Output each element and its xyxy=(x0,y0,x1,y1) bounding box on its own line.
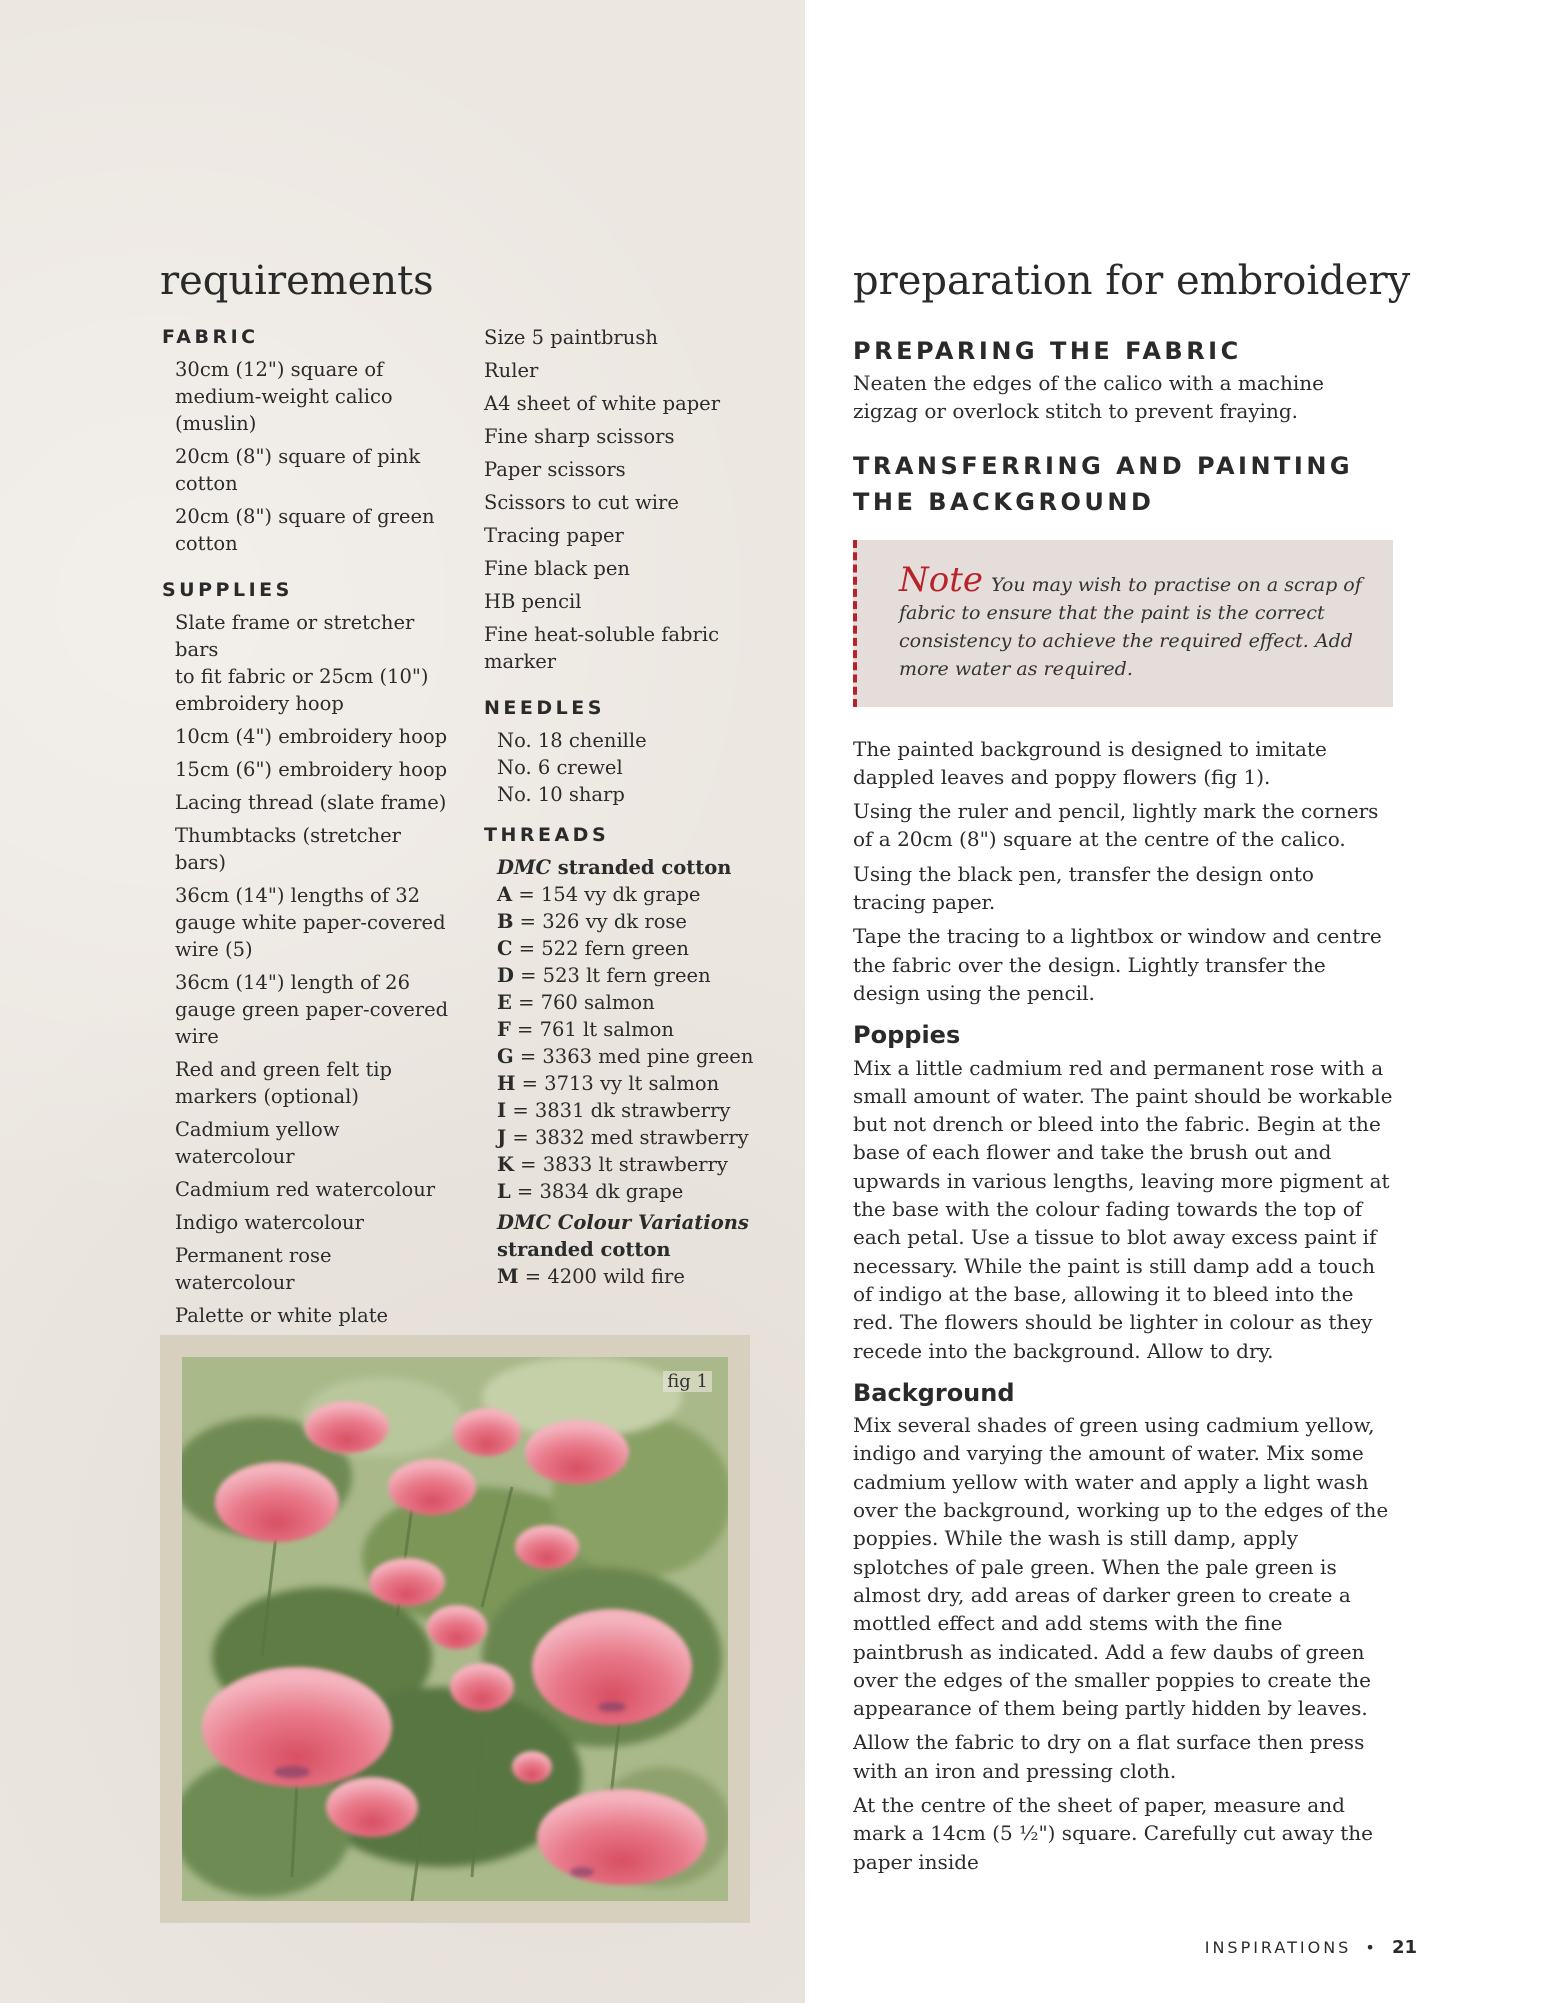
transferring-heading: TRANSFERRING AND PAINTING THE BACKGROUND xyxy=(853,451,1354,516)
list-item xyxy=(175,503,452,557)
thread-code: C xyxy=(497,937,513,960)
thread-item xyxy=(497,1263,774,1290)
list-item xyxy=(484,621,774,675)
list-item-line: Red and green felt tip xyxy=(175,1058,392,1081)
preparing-fabric-text: Neaten the edges of the calico with a machine zigzag or overlock stitch to prevent fraying. xyxy=(853,371,1324,424)
thread-code: D xyxy=(497,964,514,987)
list-item-line: Paper scissors xyxy=(484,458,626,481)
thread-desc: = 761 lt salmon xyxy=(510,1018,674,1041)
thread-brand-variations-type: stranded cotton xyxy=(497,1238,671,1261)
fabric-list xyxy=(162,356,452,557)
list-item-line: 36cm (14") lengths of 32 xyxy=(175,884,421,907)
note-label: Note xyxy=(899,559,984,600)
list-item xyxy=(175,756,452,783)
list-item-line: 36cm (14") length of 26 xyxy=(175,971,410,994)
supplies-heading: SUPPLIES xyxy=(162,579,293,601)
list-item-line: Fine sharp scissors xyxy=(484,425,675,448)
list-item xyxy=(175,789,452,816)
list-item-line: to fit fabric or 25cm (10") xyxy=(175,665,429,688)
list-item-line: A4 sheet of white paper xyxy=(484,392,721,415)
list-item xyxy=(497,727,774,754)
list-item-line: Thumbtacks (stretcher bars) xyxy=(175,824,401,874)
list-item xyxy=(484,423,774,450)
transfer-paragraphs xyxy=(853,735,1393,1008)
thread-desc: = 522 fern green xyxy=(512,937,689,960)
thread-desc: = 3713 vy lt salmon xyxy=(515,1072,720,1095)
requirements-col-1 xyxy=(162,324,452,1368)
supplies-list xyxy=(162,609,452,1362)
list-item-line: Indigo watercolour xyxy=(175,1211,364,1234)
thread-code: A xyxy=(497,883,513,906)
poppy-painting-image xyxy=(182,1357,728,1901)
thread-item xyxy=(497,935,774,962)
thread-item xyxy=(497,881,774,908)
list-item-line: Palette or white plate xyxy=(175,1304,389,1327)
list-item-line: gauge white paper-covered xyxy=(175,911,446,934)
list-item-line: 10cm (4") embroidery hoop xyxy=(175,725,448,748)
needles-list xyxy=(484,727,774,808)
list-item xyxy=(175,723,452,750)
list-item-line: No. 10 sharp xyxy=(497,783,625,806)
list-item xyxy=(484,324,774,351)
background-heading: Background xyxy=(853,1378,1015,1407)
list-item xyxy=(484,555,774,582)
thread-code: H xyxy=(497,1072,516,1095)
requirements-col-2 xyxy=(484,324,774,1290)
list-item-line: Cadmium red watercolour xyxy=(175,1178,436,1201)
list-item-line: watercolour xyxy=(175,1145,295,1168)
thread-code: J xyxy=(497,1126,507,1149)
list-item-line: (muslin) xyxy=(175,412,257,435)
list-item xyxy=(484,390,774,417)
brand-type: stranded cotton xyxy=(551,856,732,879)
list-item-line: Cadmium yellow xyxy=(175,1118,340,1141)
paragraph: The painted background is designed to imitate dappled leaves and poppy flowers (fig 1). xyxy=(853,736,1327,789)
thread-item xyxy=(497,962,774,989)
brand-name: DMC xyxy=(497,856,552,879)
supplies-list-continued xyxy=(471,324,774,675)
list-item xyxy=(484,357,774,384)
list-item-line: Fine black pen xyxy=(484,557,630,580)
list-item xyxy=(484,588,774,615)
thread-brand-variations xyxy=(497,1209,774,1236)
paragraph: Allow the fabric to dry on a flat surface then press with an iron and pressing cloth. xyxy=(853,1730,1365,1783)
list-item-line: Tracing paper xyxy=(484,524,624,547)
thread-desc: = 3363 med pine green xyxy=(513,1045,754,1068)
page-footer xyxy=(1205,1937,1417,1958)
list-item xyxy=(175,1242,452,1296)
thread-brand-dmc xyxy=(497,854,774,881)
list-item-line: Slate frame or stretcher bars xyxy=(175,611,415,661)
list-item-line: cotton xyxy=(175,532,238,555)
note-text: You may wish to practise on a scrap of fabric to ensure that the paint is the correct consistency to achieve the required effect. Add more water as required. xyxy=(899,573,1362,680)
thread-item xyxy=(497,908,774,935)
thread-item xyxy=(497,1097,774,1124)
thread-desc: = 3831 dk strawberry xyxy=(506,1099,731,1122)
preparing-fabric-heading: PREPARING THE FABRIC xyxy=(853,337,1242,365)
fabric-heading: FABRIC xyxy=(162,326,259,348)
list-item-line: cotton xyxy=(175,472,238,495)
threads-heading: THREADS xyxy=(484,824,610,846)
thread-item xyxy=(497,1178,774,1205)
thread-desc: = 3832 med strawberry xyxy=(506,1126,749,1149)
thread-code: L xyxy=(497,1180,511,1203)
list-item xyxy=(175,609,452,717)
thread-code: G xyxy=(497,1045,514,1068)
list-item xyxy=(175,969,452,1050)
list-item-line: embroidery hoop xyxy=(175,692,344,715)
thread-desc: = 760 salmon xyxy=(511,991,655,1014)
thread-item xyxy=(497,1124,774,1151)
list-item xyxy=(175,822,452,876)
list-item-line: Size 5 paintbrush xyxy=(484,326,658,349)
preparation-content xyxy=(853,333,1393,1882)
paragraph: Mix several shades of green using cadmium yellow, indigo and varying the amount of water. Mix some cadmium yellow with water and apply a light wash over the background, working up to the edges of the poppies. While the wash is still damp, apply splotches of pale green. When the pale green is almost dry, add areas of darker green to create a mottled effect and add stems with the fine paintbrush as indicated. Add a few daubs of green over the edges of the smaller poppies to create the appearance of them being partly hidden by leaves. xyxy=(853,1413,1389,1721)
paragraph: Using the black pen, transfer the design onto tracing paper. xyxy=(853,861,1314,915)
list-item-line: 30cm (12") square of xyxy=(175,358,384,381)
list-item-line: Permanent rose watercolour xyxy=(175,1244,332,1294)
thread-item xyxy=(497,1016,774,1043)
footer-separator: • xyxy=(1365,1938,1378,1957)
thread-item xyxy=(497,989,774,1016)
thread-desc: = 523 lt fern green xyxy=(513,964,711,987)
needles-heading: NEEDLES xyxy=(484,697,605,719)
list-item-line: markers (optional) xyxy=(175,1085,359,1108)
thread-code: M xyxy=(497,1265,519,1288)
list-item-line: Lacing thread (slate frame) xyxy=(175,791,447,814)
list-item-line: marker xyxy=(484,650,557,673)
thread-desc: = 3834 dk grape xyxy=(510,1180,684,1203)
paragraph: Using the ruler and pencil, lightly mark the corners of a 20cm (8") square at the centre of the calico. xyxy=(853,799,1379,852)
list-item xyxy=(484,522,774,549)
thread-item xyxy=(497,1070,774,1097)
list-item xyxy=(175,443,452,497)
thread-code: B xyxy=(497,910,514,933)
list-item-line: medium-weight calico xyxy=(175,385,393,408)
paragraph: Tape the tracing to a lightbox or window and centre the fabric over the design. Lightly transfer the design using the pencil. xyxy=(853,924,1382,1005)
thread-desc: = 154 vy dk grape xyxy=(512,883,701,906)
thread-desc: = 4200 wild fire xyxy=(518,1265,685,1288)
list-item xyxy=(175,1056,452,1110)
thread-item xyxy=(497,1151,774,1178)
requirements-title: requirements xyxy=(160,258,434,304)
page-number: 21 xyxy=(1391,1937,1417,1958)
list-item-line: wire (5) xyxy=(175,938,253,961)
thread-code: F xyxy=(497,1018,511,1041)
list-item-line: wire xyxy=(175,1025,219,1048)
brand-name: DMC Colour Variations xyxy=(497,1211,749,1234)
list-item-line: 20cm (8") square of green xyxy=(175,505,435,528)
background-paragraphs xyxy=(853,1411,1393,1876)
list-item-line: gauge green paper-covered xyxy=(175,998,449,1021)
list-item-line: 15cm (6") embroidery hoop xyxy=(175,758,448,781)
list-item xyxy=(175,1302,452,1329)
thread-code: K xyxy=(497,1153,514,1176)
list-item-line: 20cm (8") square of pink xyxy=(175,445,421,468)
list-item xyxy=(484,489,774,516)
list-item-line: Fine heat-soluble fabric xyxy=(484,623,720,646)
list-item xyxy=(484,456,774,483)
poppy-painting-figure xyxy=(160,1335,750,1923)
note-box xyxy=(853,540,1393,707)
threads-list xyxy=(484,881,774,1205)
poppies-text: Mix a little cadmium red and permanent rose with a small amount of water. The paint should be workable but not drench or bleed into the fabric. Begin at the base of each flower and take the brush out and upwards in various lengths, leaving more pigment at the base with the colour fading towards the top of each petal. Use a tissue to blot away excess paint if necessary. While the paint is still damp add a touch of indigo at the base, allowing it to bleed into the red. The flowers should be lighter in colour as they recede into the background. Allow to dry. xyxy=(853,1055,1393,1363)
list-item xyxy=(175,1209,452,1236)
paragraph: At the centre of the sheet of paper, measure and mark a 14cm (5 ½") square. Carefully cut away the paper inside xyxy=(853,1792,1373,1874)
preparation-title: preparation for embroidery xyxy=(853,258,1411,304)
list-item xyxy=(175,882,452,963)
list-item-line: No. 6 crewel xyxy=(497,756,623,779)
thread-desc: = 3833 lt strawberry xyxy=(513,1153,728,1176)
thread-desc: = 326 vy dk rose xyxy=(513,910,687,933)
list-item xyxy=(175,356,452,437)
list-item-line: No. 18 chenille xyxy=(497,729,647,752)
footer-section: INSPIRATIONS xyxy=(1204,1938,1352,1957)
list-item xyxy=(175,1176,452,1203)
list-item xyxy=(497,781,774,808)
list-item-line: HB pencil xyxy=(484,590,582,613)
list-item xyxy=(175,1116,452,1170)
poppies-heading: Poppies xyxy=(853,1021,961,1050)
figure-label: fig 1 xyxy=(663,1371,712,1392)
list-item-line: Scissors to cut wire xyxy=(484,491,679,514)
thread-code: I xyxy=(497,1099,507,1122)
list-item xyxy=(497,754,774,781)
list-item-line: Ruler xyxy=(484,359,539,382)
thread-item xyxy=(497,1043,774,1070)
thread-code: E xyxy=(497,991,512,1014)
